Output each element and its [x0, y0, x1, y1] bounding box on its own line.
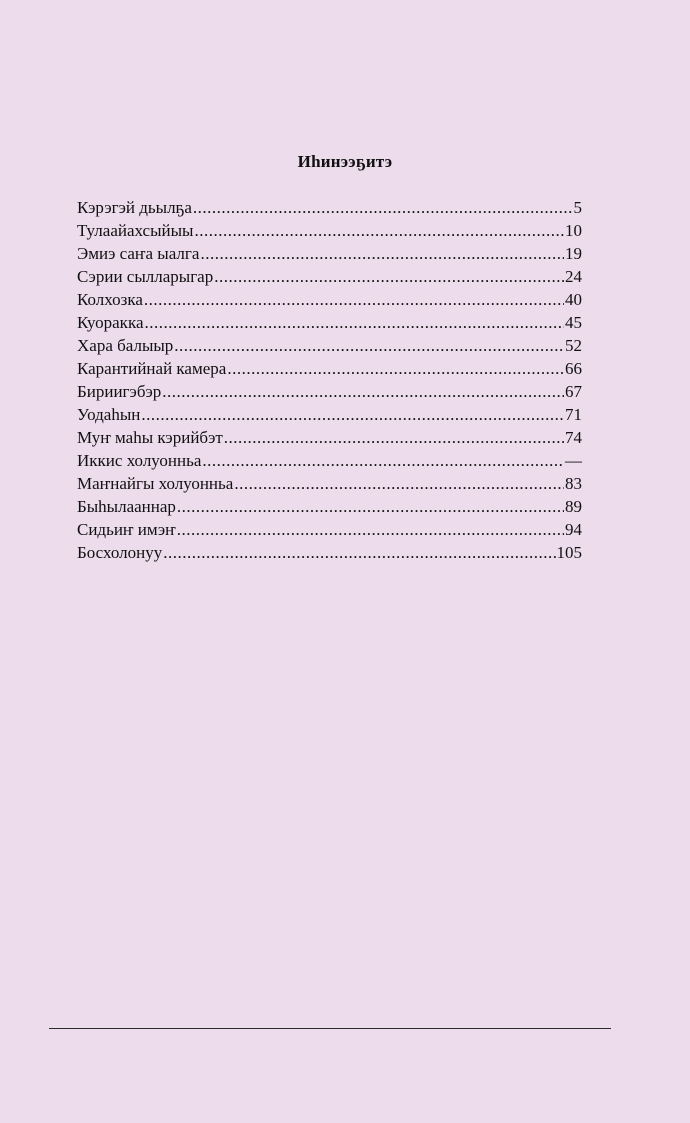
toc-entry-label: Куоракка	[77, 313, 144, 332]
toc-entry-page: —	[565, 451, 582, 470]
toc-leader-dots	[234, 472, 564, 495]
toc-entry-label: Эмиэ саҥа ыалга	[77, 244, 200, 263]
toc-leader-dots	[163, 541, 555, 564]
toc-entry	[77, 541, 582, 564]
toc-entry	[77, 518, 582, 541]
toc-entry-label: Хара балыыр	[77, 336, 174, 355]
toc-leader-dots	[227, 357, 564, 380]
toc-entry-page: 89	[565, 497, 582, 516]
toc-entry-label: Кэрэгэй дьылҕа	[77, 198, 192, 217]
toc-entry	[77, 265, 582, 288]
toc-leader-dots	[177, 495, 564, 518]
toc-entry-label: Бириигэбэр	[77, 382, 162, 401]
toc-entry	[77, 219, 582, 242]
table-of-contents	[77, 196, 582, 564]
toc-leader-dots	[214, 265, 564, 288]
toc-entry-page: 71	[565, 405, 582, 424]
toc-entry	[77, 357, 582, 380]
toc-entry	[77, 495, 582, 518]
toc-entry	[77, 242, 582, 265]
toc-entry-page: 45	[565, 313, 582, 332]
toc-entry-label: Иккис холуонньа	[77, 451, 202, 470]
toc-entry-page: 24	[565, 267, 582, 286]
toc-title: Иhинээҕитэ	[297, 152, 393, 171]
toc-entry-label: Карантийнай камера	[77, 359, 227, 378]
toc-entry-page: 83	[565, 474, 582, 493]
toc-leader-dots	[193, 196, 573, 219]
toc-entry	[77, 472, 582, 495]
toc-entry-label: Муҥ маhы кэрийбэт	[77, 428, 223, 447]
toc-entry	[77, 196, 582, 219]
toc-leader-dots	[174, 334, 564, 357]
toc-entry-page: 52	[565, 336, 582, 355]
toc-entry-page: 67	[565, 382, 582, 401]
toc-entry-label: Сидьиҥ имэҥ	[77, 520, 176, 539]
toc-leader-dots	[162, 380, 564, 403]
toc-entry	[77, 288, 582, 311]
toc-entry-label: Колхозка	[77, 290, 143, 309]
toc-entry-label: Сэрии сылларыгар	[77, 267, 214, 286]
toc-entry-label: Тулаайахсыйыы	[77, 221, 194, 240]
toc-leader-dots	[144, 288, 564, 311]
toc-entry	[77, 334, 582, 357]
toc-leader-dots	[224, 426, 564, 449]
toc-entry-page: 105	[556, 543, 582, 562]
toc-entry-label: Уодаhын	[77, 405, 141, 424]
toc-entry-page: 74	[565, 428, 582, 447]
toc-leader-dots	[177, 518, 564, 541]
toc-entry-page: 5	[573, 198, 582, 217]
toc-entry-label: Маҥнайгы холуонньа	[77, 474, 234, 493]
toc-leader-dots	[202, 449, 564, 472]
toc-entry	[77, 403, 582, 426]
toc-entry-page: 94	[565, 520, 582, 539]
toc-entry-page: 66	[565, 359, 582, 378]
toc-entry-page: 40	[565, 290, 582, 309]
toc-leader-dots	[194, 219, 564, 242]
toc-entry	[77, 449, 582, 472]
toc-entry-label: Босхолонуу	[77, 543, 163, 562]
toc-leader-dots	[200, 242, 564, 265]
toc-leader-dots	[145, 311, 565, 334]
toc-entry	[77, 426, 582, 449]
toc-entry	[77, 380, 582, 403]
toc-entry-page: 10	[565, 221, 582, 240]
toc-entry-label: Быhылааннар	[77, 497, 176, 516]
toc-entry-page: 19	[565, 244, 582, 263]
bottom-rule-line	[49, 1028, 611, 1029]
toc-entry	[77, 311, 582, 334]
toc-leader-dots	[141, 403, 564, 426]
